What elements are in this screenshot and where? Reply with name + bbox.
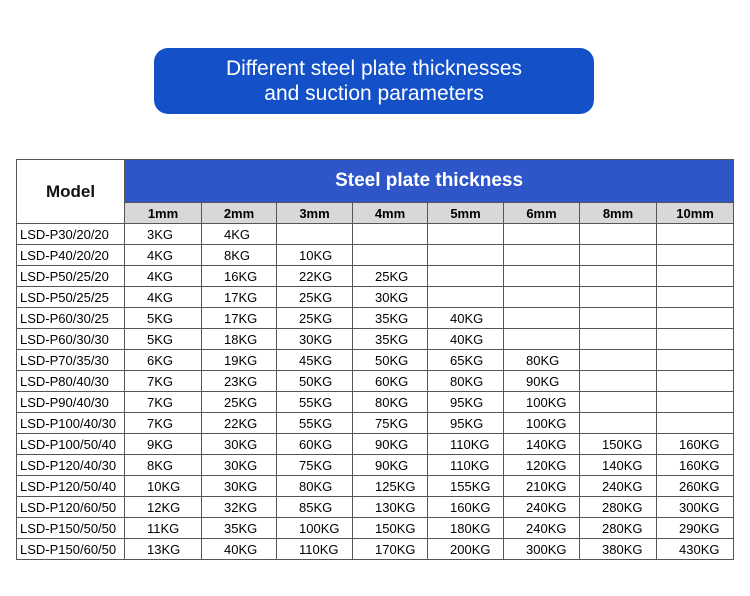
- model-cell: LSD-P40/20/20: [17, 245, 125, 266]
- column-header: 2mm: [202, 203, 277, 224]
- suction-value-cell: 4KG: [125, 266, 202, 287]
- table-body: [17, 224, 734, 560]
- suction-value-cell: 10KG: [277, 245, 353, 266]
- suction-value-cell: 170KG: [353, 539, 428, 560]
- suction-value-cell: [580, 245, 657, 266]
- suction-value-cell: [657, 371, 734, 392]
- suction-value-cell: 75KG: [353, 413, 428, 434]
- suction-value-cell: 50KG: [277, 371, 353, 392]
- suction-value-cell: 5KG: [125, 308, 202, 329]
- suction-value-cell: 160KG: [657, 434, 734, 455]
- model-cell: LSD-P120/40/30: [17, 455, 125, 476]
- suction-value-cell: [580, 413, 657, 434]
- suction-value-cell: 65KG: [428, 350, 504, 371]
- suction-value-cell: 30KG: [353, 287, 428, 308]
- suction-value-cell: 100KG: [277, 518, 353, 539]
- suction-value-cell: 155KG: [428, 476, 504, 497]
- column-header: 4mm: [353, 203, 428, 224]
- suction-value-cell: 19KG: [202, 350, 277, 371]
- suction-value-cell: [580, 224, 657, 245]
- suction-value-cell: 25KG: [277, 308, 353, 329]
- suction-value-cell: 110KG: [428, 434, 504, 455]
- suction-value-cell: 7KG: [125, 413, 202, 434]
- suction-value-cell: 5KG: [125, 329, 202, 350]
- suction-value-cell: 7KG: [125, 392, 202, 413]
- suction-value-cell: 22KG: [277, 266, 353, 287]
- suction-value-cell: 6KG: [125, 350, 202, 371]
- column-header: 1mm: [125, 203, 202, 224]
- suction-value-cell: 240KG: [504, 497, 580, 518]
- suction-value-cell: [657, 266, 734, 287]
- column-header: 10mm: [657, 203, 734, 224]
- suction-value-cell: 110KG: [428, 455, 504, 476]
- suction-value-cell: [657, 308, 734, 329]
- suction-value-cell: [657, 350, 734, 371]
- table-row: [17, 308, 734, 329]
- suction-value-cell: 95KG: [428, 392, 504, 413]
- suction-value-cell: [657, 392, 734, 413]
- suction-value-cell: [504, 287, 580, 308]
- model-cell: LSD-P150/50/50: [17, 518, 125, 539]
- suction-value-cell: 4KG: [125, 287, 202, 308]
- suction-value-cell: 100KG: [504, 413, 580, 434]
- suction-value-cell: [428, 245, 504, 266]
- suction-value-cell: 80KG: [504, 350, 580, 371]
- suction-value-cell: 35KG: [353, 329, 428, 350]
- suction-value-cell: 160KG: [428, 497, 504, 518]
- suction-value-cell: 210KG: [504, 476, 580, 497]
- thickness-header: Steel plate thickness: [125, 160, 734, 203]
- column-header: 3mm: [277, 203, 353, 224]
- suction-value-cell: 30KG: [277, 329, 353, 350]
- table-row: [17, 518, 734, 539]
- suction-value-cell: 25KG: [202, 392, 277, 413]
- suction-value-cell: 4KG: [202, 224, 277, 245]
- title-banner: [154, 48, 594, 114]
- suction-value-cell: 25KG: [353, 266, 428, 287]
- title-line-1: Different steel plate thicknesses: [225, 57, 523, 80]
- model-cell: LSD-P60/30/30: [17, 329, 125, 350]
- suction-value-cell: [657, 287, 734, 308]
- suction-table: [16, 159, 734, 560]
- suction-value-cell: 35KG: [202, 518, 277, 539]
- suction-value-cell: 30KG: [202, 476, 277, 497]
- suction-value-cell: [277, 224, 353, 245]
- suction-value-cell: [580, 329, 657, 350]
- thickness-columns-row: [17, 203, 734, 224]
- model-cell: LSD-P30/20/20: [17, 224, 125, 245]
- suction-value-cell: 17KG: [202, 308, 277, 329]
- suction-value-cell: [504, 308, 580, 329]
- suction-value-cell: 18KG: [202, 329, 277, 350]
- suction-value-cell: 55KG: [277, 413, 353, 434]
- suction-value-cell: 9KG: [125, 434, 202, 455]
- suction-value-cell: [580, 371, 657, 392]
- model-cell: LSD-P100/50/40: [17, 434, 125, 455]
- suction-value-cell: 10KG: [125, 476, 202, 497]
- suction-value-cell: [657, 245, 734, 266]
- suction-value-cell: 300KG: [504, 539, 580, 560]
- suction-value-cell: [428, 287, 504, 308]
- suction-value-cell: 260KG: [657, 476, 734, 497]
- suction-value-cell: [504, 245, 580, 266]
- column-header: 8mm: [580, 203, 657, 224]
- suction-value-cell: 25KG: [277, 287, 353, 308]
- model-cell: LSD-P50/25/25: [17, 287, 125, 308]
- suction-value-cell: 50KG: [353, 350, 428, 371]
- model-cell: LSD-P150/60/50: [17, 539, 125, 560]
- suction-value-cell: [504, 266, 580, 287]
- suction-value-cell: [353, 245, 428, 266]
- suction-value-cell: 280KG: [580, 497, 657, 518]
- title-line-2: and suction parameters: [264, 82, 484, 105]
- suction-value-cell: 8KG: [125, 455, 202, 476]
- suction-value-cell: 140KG: [504, 434, 580, 455]
- suction-value-cell: 200KG: [428, 539, 504, 560]
- model-header: Model: [17, 160, 125, 224]
- suction-value-cell: 90KG: [353, 455, 428, 476]
- suction-value-cell: 160KG: [657, 455, 734, 476]
- suction-value-cell: 45KG: [277, 350, 353, 371]
- table-row: [17, 476, 734, 497]
- suction-value-cell: [580, 266, 657, 287]
- suction-value-cell: 125KG: [353, 476, 428, 497]
- table-row: [17, 224, 734, 245]
- suction-value-cell: 290KG: [657, 518, 734, 539]
- suction-value-cell: [580, 392, 657, 413]
- suction-value-cell: 100KG: [504, 392, 580, 413]
- model-cell: LSD-P90/40/30: [17, 392, 125, 413]
- suction-value-cell: 280KG: [580, 518, 657, 539]
- suction-value-cell: [504, 224, 580, 245]
- model-cell: LSD-P70/35/30: [17, 350, 125, 371]
- suction-value-cell: 95KG: [428, 413, 504, 434]
- table-row: [17, 539, 734, 560]
- table-row: [17, 413, 734, 434]
- table-row: [17, 434, 734, 455]
- suction-value-cell: 90KG: [504, 371, 580, 392]
- table-row: [17, 392, 734, 413]
- table-row: [17, 245, 734, 266]
- suction-value-cell: 22KG: [202, 413, 277, 434]
- table-row: [17, 329, 734, 350]
- suction-value-cell: 130KG: [353, 497, 428, 518]
- suction-value-cell: 7KG: [125, 371, 202, 392]
- suction-value-cell: 16KG: [202, 266, 277, 287]
- table-row: [17, 350, 734, 371]
- suction-value-cell: 180KG: [428, 518, 504, 539]
- suction-value-cell: [580, 287, 657, 308]
- table-row: [17, 266, 734, 287]
- suction-value-cell: 3KG: [125, 224, 202, 245]
- suction-value-cell: [428, 224, 504, 245]
- suction-value-cell: 300KG: [657, 497, 734, 518]
- suction-value-cell: 35KG: [353, 308, 428, 329]
- model-cell: LSD-P60/30/25: [17, 308, 125, 329]
- suction-value-cell: 80KG: [277, 476, 353, 497]
- suction-value-cell: 17KG: [202, 287, 277, 308]
- suction-value-cell: 80KG: [428, 371, 504, 392]
- suction-value-cell: [504, 329, 580, 350]
- suction-value-cell: 55KG: [277, 392, 353, 413]
- model-cell: LSD-P50/25/20: [17, 266, 125, 287]
- model-cell: LSD-P120/50/40: [17, 476, 125, 497]
- column-header: 6mm: [504, 203, 580, 224]
- suction-value-cell: 30KG: [202, 455, 277, 476]
- suction-value-cell: 8KG: [202, 245, 277, 266]
- suction-value-cell: 430KG: [657, 539, 734, 560]
- suction-value-cell: [353, 224, 428, 245]
- suction-value-cell: 85KG: [277, 497, 353, 518]
- suction-value-cell: 80KG: [353, 392, 428, 413]
- suction-value-cell: 40KG: [202, 539, 277, 560]
- suction-value-cell: 23KG: [202, 371, 277, 392]
- suction-value-cell: [580, 350, 657, 371]
- suction-value-cell: 60KG: [353, 371, 428, 392]
- suction-value-cell: 240KG: [580, 476, 657, 497]
- suction-value-cell: 380KG: [580, 539, 657, 560]
- suction-value-cell: 30KG: [202, 434, 277, 455]
- suction-value-cell: 11KG: [125, 518, 202, 539]
- table-row: [17, 287, 734, 308]
- suction-value-cell: 13KG: [125, 539, 202, 560]
- suction-value-cell: 12KG: [125, 497, 202, 518]
- suction-value-cell: 40KG: [428, 329, 504, 350]
- model-cell: LSD-P100/40/30: [17, 413, 125, 434]
- suction-value-cell: [428, 266, 504, 287]
- suction-value-cell: 4KG: [125, 245, 202, 266]
- suction-value-cell: [657, 329, 734, 350]
- table-row: [17, 455, 734, 476]
- table-row: [17, 497, 734, 518]
- model-cell: LSD-P120/60/50: [17, 497, 125, 518]
- suction-value-cell: 150KG: [580, 434, 657, 455]
- suction-value-cell: 110KG: [277, 539, 353, 560]
- suction-value-cell: 60KG: [277, 434, 353, 455]
- suction-value-cell: [580, 308, 657, 329]
- suction-value-cell: [657, 413, 734, 434]
- suction-value-cell: 75KG: [277, 455, 353, 476]
- column-header: 5mm: [428, 203, 504, 224]
- suction-value-cell: 40KG: [428, 308, 504, 329]
- suction-value-cell: 120KG: [504, 455, 580, 476]
- model-cell: LSD-P80/40/30: [17, 371, 125, 392]
- suction-value-cell: 150KG: [353, 518, 428, 539]
- suction-value-cell: 240KG: [504, 518, 580, 539]
- suction-value-cell: 140KG: [580, 455, 657, 476]
- suction-value-cell: 90KG: [353, 434, 428, 455]
- suction-value-cell: [657, 224, 734, 245]
- table-row: [17, 371, 734, 392]
- suction-value-cell: 32KG: [202, 497, 277, 518]
